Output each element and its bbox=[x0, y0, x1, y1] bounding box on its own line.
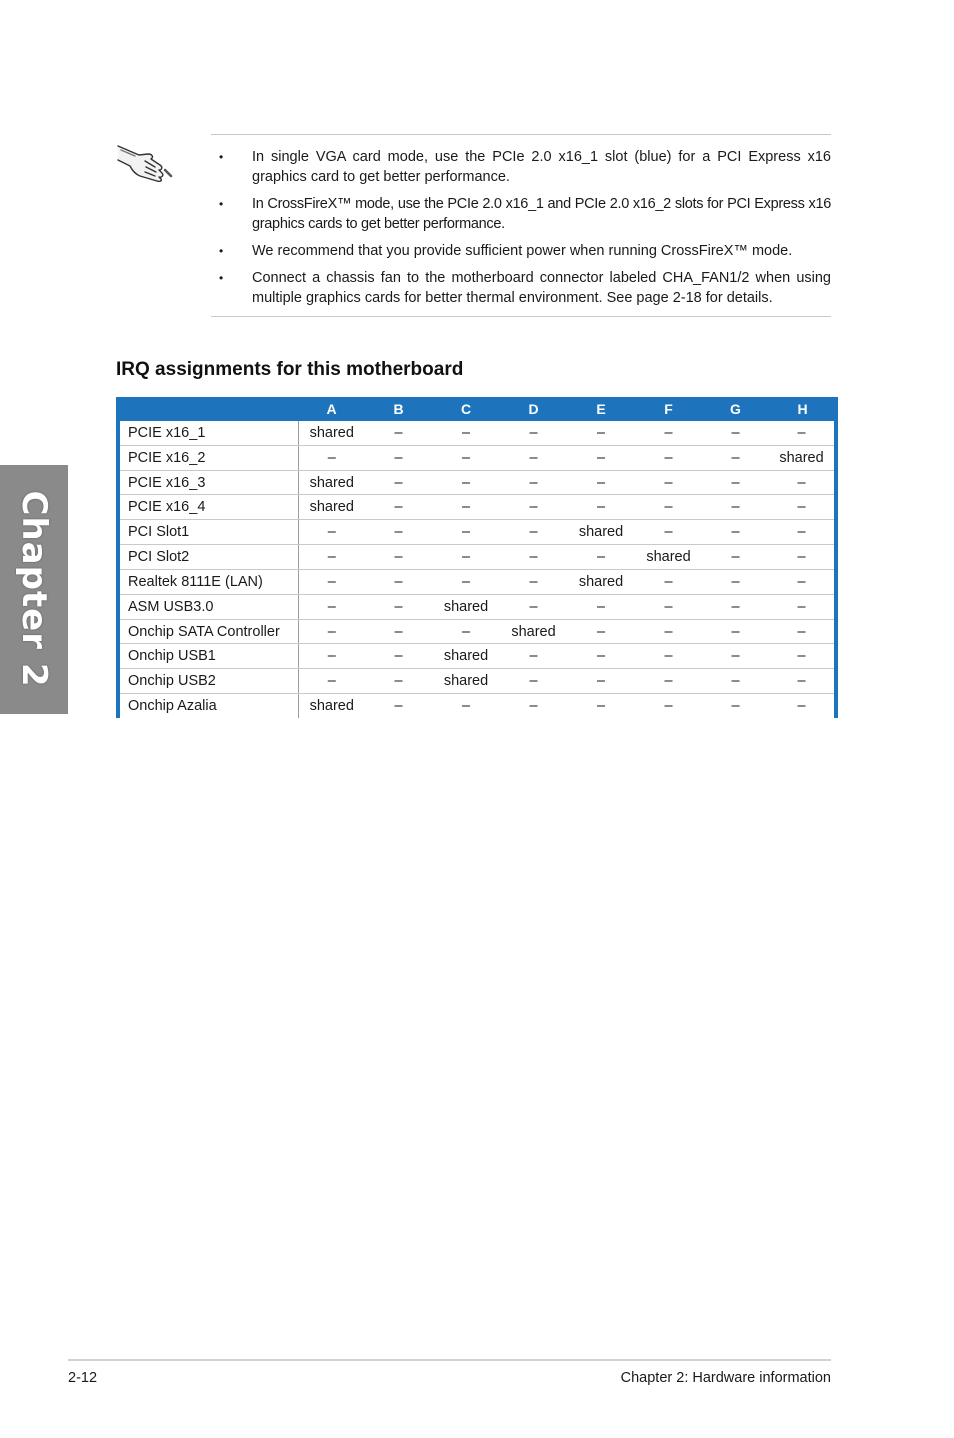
section-heading: IRQ assignments for this motherboard bbox=[116, 359, 464, 380]
column-header: D bbox=[528, 401, 539, 417]
column-header bbox=[118, 397, 298, 421]
irq-cell: – bbox=[298, 520, 365, 545]
irq-cell: – bbox=[365, 644, 432, 669]
table-row bbox=[118, 445, 836, 470]
irq-cell: – bbox=[702, 445, 769, 470]
irq-cell: shared bbox=[769, 445, 836, 470]
bullet-icon: • bbox=[219, 197, 224, 211]
table-row bbox=[118, 694, 836, 718]
table-row bbox=[118, 644, 836, 669]
irq-cell: – bbox=[365, 594, 432, 619]
irq-cell: – bbox=[365, 694, 432, 718]
irq-cell: – bbox=[769, 545, 836, 570]
table-row bbox=[118, 495, 836, 520]
irq-cell: – bbox=[432, 694, 500, 718]
irq-cell: – bbox=[298, 545, 365, 570]
irq-cell: – bbox=[567, 421, 635, 445]
table-row bbox=[118, 569, 836, 594]
device-name-cell: Onchip Azalia bbox=[118, 694, 298, 718]
irq-cell: – bbox=[567, 669, 635, 694]
table-header-row bbox=[118, 397, 836, 421]
table-body bbox=[118, 421, 836, 718]
irq-cell: – bbox=[769, 594, 836, 619]
irq-cell: shared bbox=[567, 520, 635, 545]
table-row bbox=[118, 545, 836, 570]
irq-cell: shared bbox=[500, 619, 567, 644]
device-name-cell: PCIE x16_4 bbox=[118, 495, 298, 520]
irq-cell: – bbox=[432, 470, 500, 495]
irq-cell: – bbox=[365, 569, 432, 594]
irq-cell: – bbox=[500, 495, 567, 520]
irq-cell: – bbox=[365, 495, 432, 520]
irq-cell: – bbox=[432, 495, 500, 520]
irq-cell: – bbox=[365, 445, 432, 470]
irq-cell: – bbox=[298, 669, 365, 694]
column-header: E bbox=[596, 401, 606, 417]
irq-cell: – bbox=[567, 545, 635, 570]
bullet-icon: • bbox=[219, 244, 224, 258]
irq-cell: – bbox=[769, 520, 836, 545]
irq-cell: – bbox=[769, 470, 836, 495]
hand-note-icon bbox=[115, 140, 173, 182]
irq-cell: – bbox=[365, 545, 432, 570]
irq-cell: shared bbox=[432, 644, 500, 669]
irq-cell: shared bbox=[298, 694, 365, 718]
irq-cell: – bbox=[702, 545, 769, 570]
device-name-cell: Realtek 8111E (LAN) bbox=[118, 569, 298, 594]
irq-cell: – bbox=[500, 569, 567, 594]
irq-cell: – bbox=[432, 545, 500, 570]
irq-cell: – bbox=[702, 644, 769, 669]
irq-cell: shared bbox=[567, 569, 635, 594]
irq-cell: – bbox=[769, 569, 836, 594]
irq-cell: – bbox=[702, 669, 769, 694]
irq-cell: – bbox=[567, 594, 635, 619]
irq-cell: – bbox=[365, 520, 432, 545]
irq-cell: – bbox=[500, 545, 567, 570]
column-header: H bbox=[797, 401, 808, 417]
bullet-icon: • bbox=[219, 271, 224, 285]
irq-cell: – bbox=[567, 619, 635, 644]
device-name-cell: PCIE x16_3 bbox=[118, 470, 298, 495]
irq-cell: – bbox=[567, 694, 635, 718]
irq-cell: – bbox=[500, 520, 567, 545]
note-item-text: We recommend that you provide sufficient power when running CrossFireX™ mode. bbox=[252, 243, 793, 259]
table-row bbox=[118, 619, 836, 644]
column-header: F bbox=[664, 401, 673, 417]
device-name-cell: Onchip USB1 bbox=[118, 644, 298, 669]
irq-cell: – bbox=[298, 594, 365, 619]
irq-cell: – bbox=[500, 421, 567, 445]
irq-cell: – bbox=[567, 470, 635, 495]
device-name-cell: Onchip SATA Controller bbox=[118, 619, 298, 644]
note-item-text: In CrossFireX™ mode, use the PCIe 2.0 x16_1 and PCIe 2.0 x16_2 slots for PCI Express x16 graphics cards to get better performance. bbox=[252, 196, 831, 232]
irq-cell: – bbox=[500, 445, 567, 470]
note-item-text: In single VGA card mode, use the PCIe 2.0 x16_1 slot (blue) for a PCI Express x16 graphics card to get better performance. bbox=[252, 149, 831, 185]
chapter-tab-label: Chapter 2 bbox=[14, 490, 54, 688]
irq-cell: – bbox=[432, 569, 500, 594]
irq-cell: – bbox=[635, 421, 702, 445]
irq-cell: – bbox=[635, 445, 702, 470]
irq-cell: – bbox=[500, 694, 567, 718]
table-header bbox=[118, 397, 836, 421]
irq-assignment-table bbox=[116, 397, 838, 718]
irq-cell: – bbox=[702, 470, 769, 495]
irq-cell: – bbox=[702, 520, 769, 545]
irq-cell: – bbox=[702, 594, 769, 619]
column-header: C bbox=[460, 401, 472, 417]
irq-cell: shared bbox=[298, 421, 365, 445]
irq-cell: shared bbox=[298, 470, 365, 495]
irq-cell: – bbox=[635, 495, 702, 520]
irq-cell: shared bbox=[298, 495, 365, 520]
irq-cell: – bbox=[702, 694, 769, 718]
irq-cell: shared bbox=[432, 669, 500, 694]
irq-cell: – bbox=[635, 669, 702, 694]
irq-cell: – bbox=[298, 619, 365, 644]
irq-cell: – bbox=[635, 644, 702, 669]
irq-cell: – bbox=[298, 445, 365, 470]
irq-cell: – bbox=[365, 619, 432, 644]
irq-cell: – bbox=[769, 669, 836, 694]
note-item-text: Connect a chassis fan to the motherboard connector labeled CHA_FAN1/2 when using multiple graphics cards for better thermal environment. See page 2-18 for details. bbox=[252, 270, 831, 306]
device-name-cell: PCIE x16_1 bbox=[118, 421, 298, 445]
table-row bbox=[118, 421, 836, 445]
column-header: B bbox=[393, 401, 404, 417]
table-row bbox=[118, 669, 836, 694]
footer-divider bbox=[68, 1359, 831, 1361]
table-row bbox=[118, 594, 836, 619]
irq-cell: shared bbox=[432, 594, 500, 619]
irq-cell: – bbox=[635, 594, 702, 619]
chapter-side-tab bbox=[0, 465, 68, 714]
note-box bbox=[211, 134, 831, 317]
irq-cell: – bbox=[500, 470, 567, 495]
page-number: 2-12 bbox=[68, 1370, 98, 1386]
device-name-cell: PCI Slot2 bbox=[118, 545, 298, 570]
footer-chapter-title: Chapter 2: Hardware information bbox=[620, 1370, 831, 1386]
table-row bbox=[118, 470, 836, 495]
irq-cell: – bbox=[769, 694, 836, 718]
irq-cell: – bbox=[432, 619, 500, 644]
device-name-cell: PCIE x16_2 bbox=[118, 445, 298, 470]
irq-cell: – bbox=[635, 694, 702, 718]
irq-cell: – bbox=[769, 644, 836, 669]
irq-cell: – bbox=[500, 644, 567, 669]
irq-cell: – bbox=[702, 495, 769, 520]
irq-cell: – bbox=[635, 619, 702, 644]
irq-cell: – bbox=[500, 669, 567, 694]
column-header: G bbox=[730, 401, 741, 417]
irq-cell: – bbox=[769, 619, 836, 644]
irq-cell: – bbox=[432, 421, 500, 445]
irq-cell: – bbox=[365, 421, 432, 445]
irq-cell: – bbox=[635, 520, 702, 545]
table-row bbox=[118, 520, 836, 545]
bullet-icon: • bbox=[219, 150, 224, 164]
irq-cell: – bbox=[702, 619, 769, 644]
device-name-cell: ASM USB3.0 bbox=[118, 594, 298, 619]
device-name-cell: Onchip USB2 bbox=[118, 669, 298, 694]
irq-cell: shared bbox=[635, 545, 702, 570]
device-name-cell: PCI Slot1 bbox=[118, 520, 298, 545]
irq-cell: – bbox=[567, 644, 635, 669]
irq-cell: – bbox=[769, 495, 836, 520]
irq-cell: – bbox=[298, 644, 365, 669]
irq-cell: – bbox=[702, 569, 769, 594]
irq-cell: – bbox=[500, 594, 567, 619]
irq-cell: – bbox=[365, 669, 432, 694]
irq-cell: – bbox=[432, 520, 500, 545]
irq-cell: – bbox=[365, 470, 432, 495]
irq-cell: – bbox=[635, 470, 702, 495]
irq-cell: – bbox=[432, 445, 500, 470]
irq-cell: – bbox=[567, 445, 635, 470]
irq-cell: – bbox=[567, 495, 635, 520]
column-header: A bbox=[326, 401, 337, 417]
irq-cell: – bbox=[298, 569, 365, 594]
irq-cell: – bbox=[769, 421, 836, 445]
irq-cell: – bbox=[702, 421, 769, 445]
irq-cell: – bbox=[635, 569, 702, 594]
